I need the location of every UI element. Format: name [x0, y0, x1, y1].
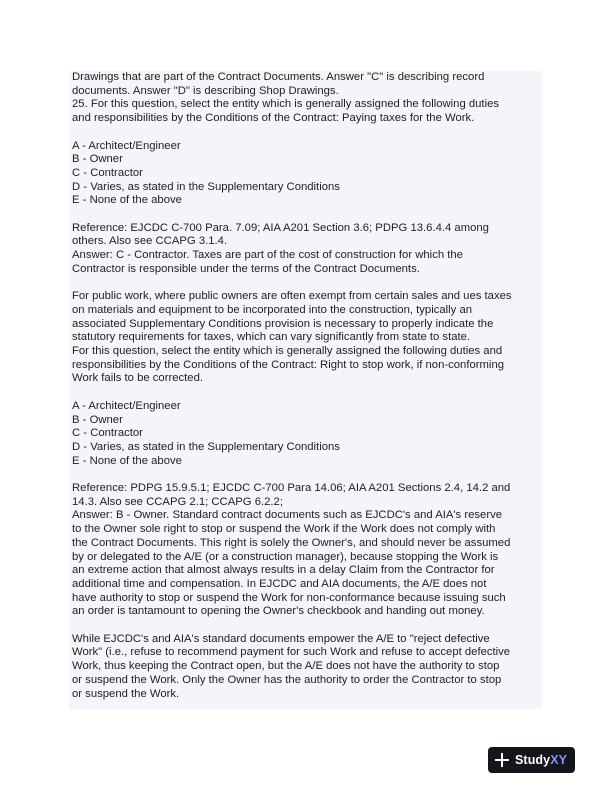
- text-line: For this question, select the entity which is generally assigned the following duties and: [72, 345, 503, 358]
- text-line: E - None of the above: [72, 454, 182, 467]
- text-line: to the Owner sole right to stop or suspend the Work if the Work does not comply with: [72, 523, 496, 536]
- blank-line: [69, 208, 542, 222]
- text-line: 25. For this question, select the entity which is generally assigned the following duties: [72, 98, 500, 111]
- text-line: D - Varies, as stated in the Supplementary Conditions: [72, 180, 340, 193]
- text-line: Answer: C - Contractor. Taxes are part of the cost of construction for which the: [72, 249, 463, 262]
- text-line: Contractor is responsible under the terms of the Contract Documents.: [72, 262, 420, 275]
- text-line: A - Architect/Engineer: [72, 139, 181, 152]
- text-line: C - Contractor: [72, 166, 143, 179]
- text-line: responsibilities by the Conditions of the Contract: Right to stop work, if non-conforming: [72, 358, 505, 371]
- document-text-block: [69, 71, 542, 709]
- text-line: have authority to stop or suspend the Work for non-conformance because issuing such: [72, 591, 506, 604]
- text-line: Answer: B - Owner. Standard contract documents such as EJCDC's and AIA's reserve: [72, 509, 503, 522]
- text-line: Reference: PDPG 15.9.5.1; EJCDC C-700 Para 14.06; AIA A201 Sections 2.4, 14.2 and: [72, 482, 511, 495]
- blank-line: [69, 468, 542, 482]
- text-line: Work" (i.e., refuse to recommend payment for such Work and refuse to accept defective: [72, 646, 511, 659]
- text-line: Work, thus keeping the Contract open, but the A/E does not have the authority to stop: [72, 660, 500, 673]
- brand-name: [515, 753, 567, 767]
- text-line: by or delegated to the A/E (or a construction manager), because stopping the Work is: [72, 550, 499, 563]
- text-line: B - Owner: [72, 413, 123, 426]
- text-line: additional time and compensation. In EJCDC and AIA documents, the A/E does not: [72, 577, 487, 590]
- text-line: statutory requirements for taxes, which can vary significantly from state to state.: [72, 331, 471, 344]
- text-line: For public work, where public owners are often exempt from certain sales and ues taxes: [72, 290, 512, 303]
- plus-icon: [495, 753, 509, 767]
- text-line: C - Contractor: [72, 427, 143, 440]
- brand-name-main: Study: [515, 753, 551, 767]
- text-line: While EJCDC's and AIA's standard documents empower the A/E to "reject defective: [72, 632, 490, 645]
- text-line: associated Supplementary Conditions provision is necessary to properly indicate the: [72, 317, 494, 330]
- text-line: or suspend the Work.: [72, 687, 180, 700]
- text-line: an extreme action that almost always results in a delay Claim from the Contractor for: [72, 564, 495, 577]
- text-line: E - None of the above: [72, 194, 182, 207]
- text-line: others. Also see CCAPG 3.1.4.: [72, 235, 228, 248]
- text-line: 14.3. Also see CCAPG 2.1; CCAPG 6.2.2;: [72, 495, 283, 508]
- text-line: B - Owner: [72, 153, 123, 166]
- studyxy-logo-badge[interactable]: [488, 747, 575, 773]
- brand-name-accent: XY: [550, 753, 568, 767]
- text-line: A - Architect/Engineer: [72, 399, 181, 412]
- blank-line: [69, 126, 542, 140]
- text-line: the Contract Documents. This right is solely the Owner's, and should never be assumed: [72, 536, 511, 549]
- text-line: Reference: EJCDC C-700 Para. 7.09; AIA A201 Section 3.6; PDPG 13.6.4.4 among: [72, 221, 489, 234]
- text-line: D - Varies, as stated in the Supplementary Conditions: [72, 440, 340, 453]
- text-line: on materials and equipment to be incorporated into the construction, typically an: [72, 303, 473, 316]
- text-line: or suspend the Work. Only the Owner has the authority to order the Contractor to stop: [72, 673, 502, 686]
- text-line: documents. Answer "D" is describing Shop Drawings.: [72, 84, 339, 97]
- blank-line: [69, 277, 542, 291]
- text-line: an order is tantamount to opening the Owner's checkbook and handing out money.: [72, 605, 485, 618]
- blank-line: [69, 386, 542, 400]
- text-line: Drawings that are part of the Contract Documents. Answer "C" is describing record: [72, 71, 485, 83]
- blank-line: [69, 619, 542, 633]
- text-line: and responsibilities by the Conditions of the Contract: Paying taxes for the Work.: [72, 112, 475, 125]
- text-line: Work fails to be corrected.: [72, 372, 204, 385]
